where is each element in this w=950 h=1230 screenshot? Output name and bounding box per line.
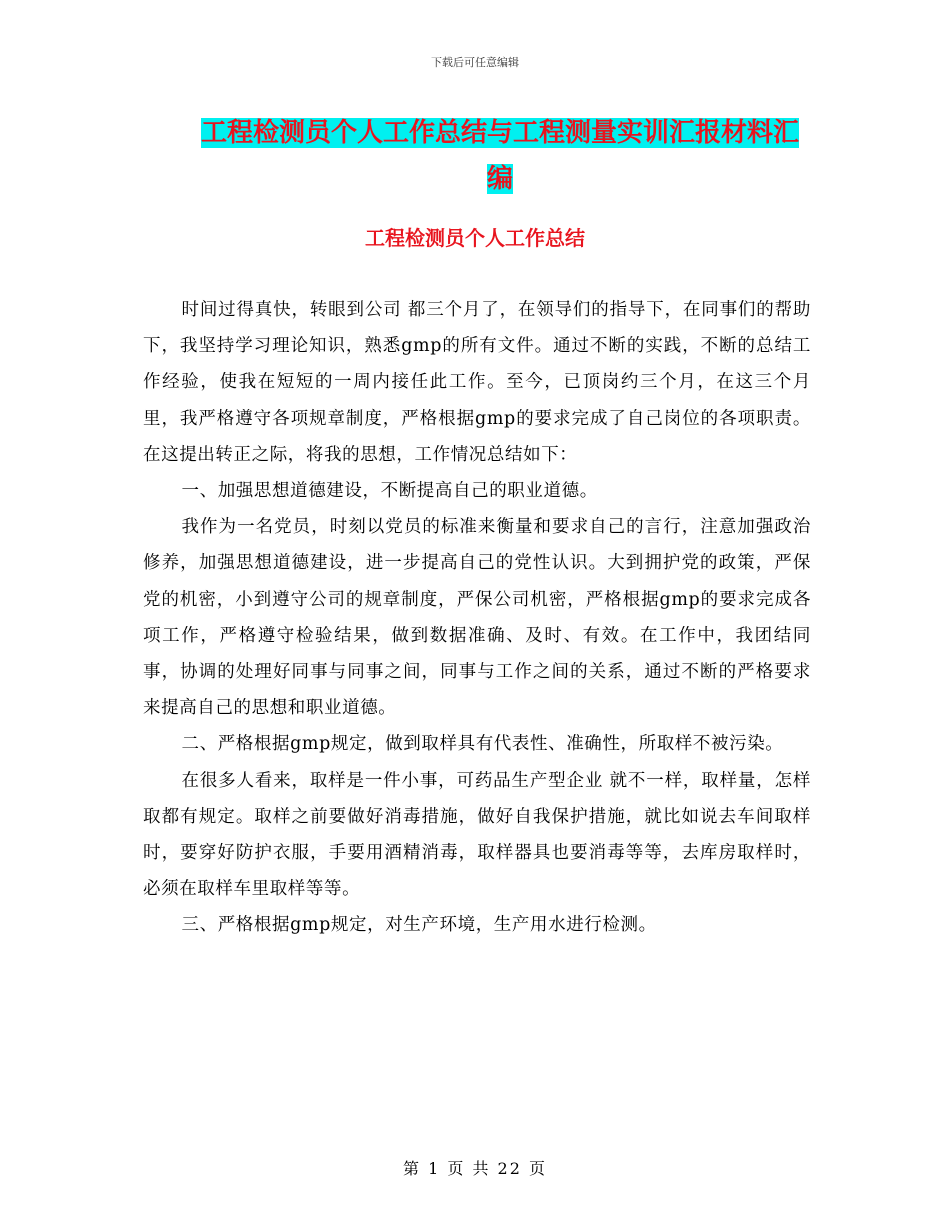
page-footer: 第 1 页 共 22 页: [403, 1159, 547, 1178]
paragraph: 在很多人看来，取样是一件小事，可药品生产型企业 就不一样，取样量，怎样取都有规定。取样之前要做好消毒措施，做好自我保护措施，就比如说去车间取样时，要穿好防护衣服，手要用酒精消毒，取样器具也要消毒等等，去库房取样时，必须在取样车里取样等等。: [143, 770, 811, 900]
paragraph: 我作为一名党员，时刻以党员的标准来衡量和要求自己的言行，注意加强政治修养，加强思想道德建设，进一步提高自己的党性认识。大到拥护党的政策，严保党的机密，小到遵守公司的规章制度，严保公司机密，严格根据gmp的要求完成各项工作，严格遵守检验结果，做到数据准确、及时、有效。在工作中，我团结同事，协调的处理好同事与同事之间，同事与工作之间的关系，通过不断的严格要求来提高自己的思想和职业道德。: [143, 517, 811, 719]
paragraph: 三、严格根据gmp规定，对生产环境，生产用水进行检测。: [181, 915, 657, 936]
paragraph: 一、加强思想道德建设，不断提高自己的职业道德。: [181, 481, 598, 502]
paragraph: 时间过得真快，转眼到公司 都三个月了，在领导们的指导下，在同事们的帮助下，我坚持学习理论知识，熟悉gmp的所有文件。通过不断的实践，不断的总结工作经验，使我在短短的一周内接任此工作。至今，已顶岗约三个月，在这三个月里，我严格遵守各项规章制度，严格根据gmp的要求完成了自己岗位的各项职责。在这提出转正之际，将我的思想，工作情况总结如下：: [143, 300, 811, 465]
document-title-text: 工程检测员个人工作总结与工程测量实训汇报材料汇编: [200, 118, 799, 194]
header-note: 下载后可任意编辑: [431, 56, 519, 69]
section-title: 工程检测员个人工作总结: [365, 226, 585, 250]
paragraph: 二、严格根据gmp规定，做到取样具有代表性、准确性，所取样不被污染。: [181, 734, 784, 755]
document-title: [190, 110, 810, 202]
document-body: [143, 292, 811, 944]
